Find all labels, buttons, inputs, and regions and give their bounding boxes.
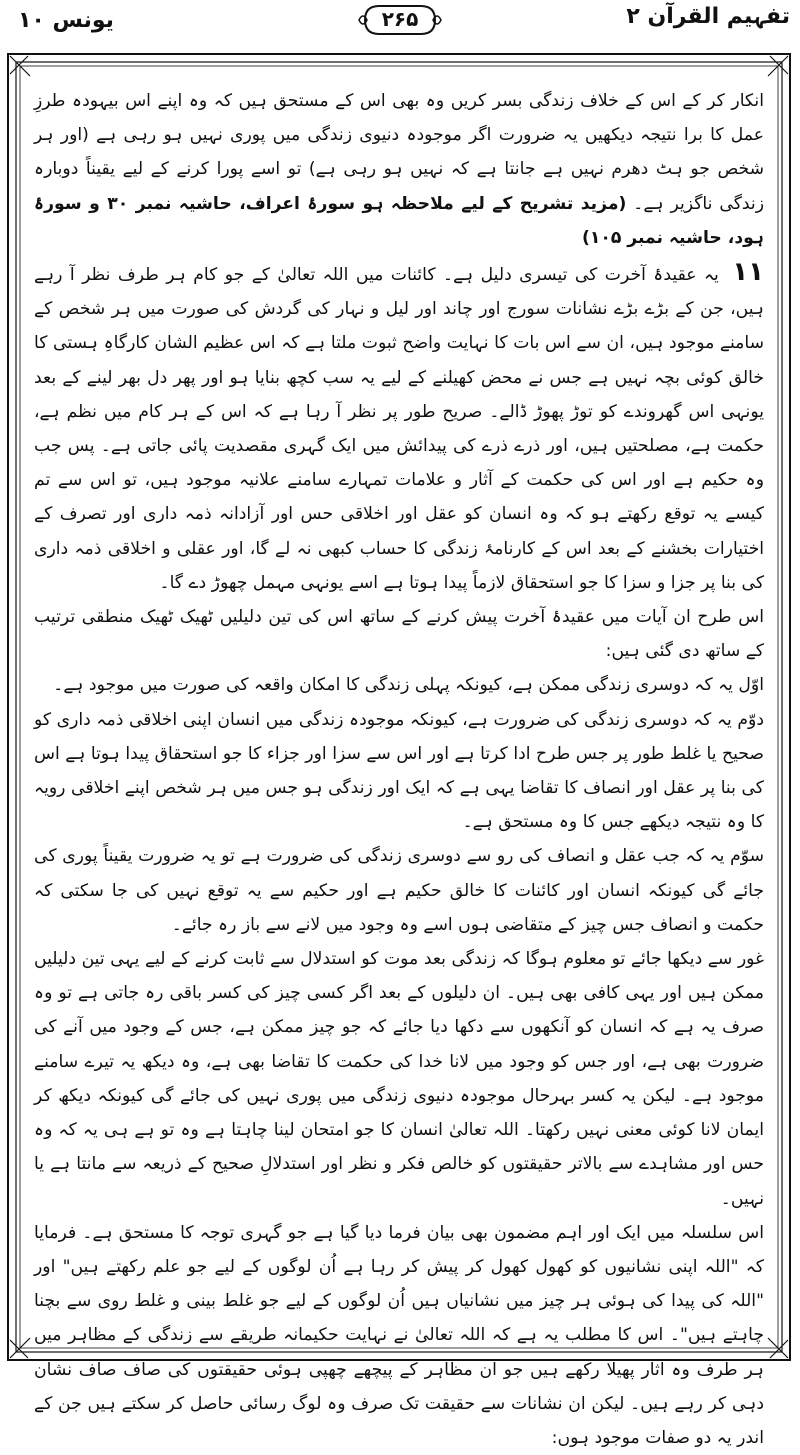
commentary-text [34,84,764,1448]
argument-second: دوّم یہ کہ دوسری زندگی کی ضرورت ہے، کیونکہ موجودہ زندگی میں انسان اپنی اخلاقی ذمہ داری کو صحیح یا غلط طور پر جس طرح ادا کرتا ہے اور اس سے سزا اور جزاء کا جو استحقاق پیدا ہوتا ہے اس کی بنا پر عقل اور انصاف کا تقاضا یہی ہے کہ ایک اور زندگی ہو جس میں ہر شخص اپنے اخلاقی رویہ کا وہ نتیجہ دیکھے جس کا وہ مستحق ہے۔ [34,709,764,833]
footnote-number: ۱۱ [732,257,764,288]
argument-third: سوّم یہ کہ جب عقل و انصاف کی رو سے دوسری زندگی کی ضرورت ہے تو یہ ضرورت یقیناً پوری کی جائے گی کیونکہ انسان اور کائنات کا خالق حکیم ہے اور حکیم سے یہ توقع نہیں کی جا سکتی کہ حکمت و انصاف جس چیز کے متقاضی ہوں اسے وہ وجود میں لانے سے باز رہ جائے۔ [34,846,764,935]
paragraph-1 [34,84,764,255]
paragraph-signs: اس سلسلہ میں ایک اور اہم مضمون بھی بیان فرما دیا گیا ہے جو گہری توجہ کا مستحق ہے۔ فرمایا کہ "اللہ اپنی نشانیوں کو کھول کھول کر پیش کر رہا ہے اُن لوگوں کے لیے جو علم رکھتے ہیں" اور "اللہ کی پیدا کی ہوئی ہر چیز میں نشانیاں ہیں اُن لوگوں کے لیے جو غلط بینی و غلط روی سے بچنا چاہتے ہیں"۔ اس کا مطلب یہ ہے کہ اللہ تعالیٰ نے نہایت حکیمانہ طریقے سے زندگی کے مظاہر میں ہر طرف وہ آثار پھیلا رکھے ہیں جو ان مظاہر کے پیچھے چھپی ہوئی حقیقتوں کی صاف صاف نشان دہی کر رہے ہیں۔ لیکن ان نشانات سے حقیقت تک صرف وہ لوگ رسائی حاصل کر سکتے ہیں جن کے اندر یہ دو صفات موجود ہوں: [34,1222,764,1448]
paragraph-intro-arguments: اس طرح ان آیات میں عقیدۂ آخرت پیش کرنے کے ساتھ اس کی تین دلیلیں ٹھیک ٹھیک منطقی ترتیب کے ساتھ دی گئی ہیں: [34,607,764,662]
paragraph-1-text: انکار کر کے اس کے خلاف زندگی بسر کریں وہ بھی اس کے مستحق ہیں کہ وہ اپنے اس بیہودہ طرزِ عمل کا برا نتیجہ دیکھیں یہ ضرورت اگر موجودہ دنیوی زندگی میں پوری نہیں ہو رہی ہے (اور ہر شخص جو ہٹ دھرم نہیں ہے جانتا ہے کہ نہیں ہو رہی ہے) تو اسے پورا کرنے کے لیے یقیناً دوبارہ زندگی ناگزیر ہے۔ [34,91,764,214]
argument-first: اوّل یہ کہ دوسری زندگی ممکن ہے، کیونکہ پہلی زندگی کا امکان واقعہ کی صورت میں موجود ہے۔ [53,675,764,696]
cross-reference: (مزید تشریح کے لیے ملاحظہ ہو سورۂ اعراف، حاشیہ نمبر ۳۰ و سورۂ ہود، حاشیہ نمبر ۱۰۵) [34,193,764,248]
footnote-11-text: یہ عقیدۂ آخرت کی تیسری دلیل ہے۔ کائنات میں اللہ تعالیٰ کے جو کام ہر طرف نظر آ رہے ہیں، جن کے بڑے بڑے نشانات سورج اور چاند اور لیل و نہار کی گردش کی صورت میں ہر شخص کے سامنے موجود ہیں، ان سے اس بات کا نہایت واضح ثبوت ملتا ہے کہ اس عظیم الشان کارگاہِ ہستی کا خالق کوئی بچہ نہیں ہے جس نے محض کھیلنے کے لیے یہ سب کچھ بنایا ہو اور پھر دل بھر لینے کے بعد یونہی اس گھروندے کو توڑ پھوڑ ڈالے۔ صریح طور پر نظر آ رہا ہے کہ اس کے ہر کام میں نظم ہے، حکمت ہے، مصلحتیں ہیں، اور ذرے ذرے کی پیدائش میں ایک گہری مقصدیت پائی جاتی ہے۔ پس جب وہ حکیم ہے اور اس کی حکمت کے آثار و علامات تمہارے سامنے علانیہ موجود ہیں، تو اس سے تم کیسے یہ توقع رکھتے ہو کہ وہ انسان کو عقل اور اخلاقی حس اور آزادانہ ذمہ داری اور تصرف کے اختیارات بخشنے کے بعد اس کے کارنامۂ زندگی کا حساب کبھی نہ لے گا، اور عقلی و اخلاقی ذمہ داری کی بنا پر جزا و سزا کا جو استحقاق لازماً پیدا ہوتا ہے اسے یونہی مہمل چھوڑ دے گا۔ [34,265,764,593]
page-header [0,0,800,52]
page-number: ۲۶۵ [381,7,419,31]
page-number-cartouche [355,2,445,38]
surah-label: یونس ۱۰ [18,8,114,33]
book-title: تفہیم القرآن ۲ [626,4,790,29]
paragraph-reflection: غور سے دیکھا جائے تو معلوم ہوگا کہ زندگی بعد موت کو استدلال سے ثابت کرنے کے لیے یہی تین دلیلیں ممکن ہیں اور یہی کافی بھی ہیں۔ ان دلیلوں کے بعد اگر کسی چیز کی کسر باقی رہ جاتی ہے تو وہ صرف یہ ہے کہ انسان کو آنکھوں سے دکھا دیا جائے کہ جو چیز ممکن ہے، جس کے وجود میں آنے کی ضرورت بھی ہے، اور جس کو وجود میں لانا خدا کی حکمت کا تقاضا بھی ہے، وہ دیکھ یہ تیرے سامنے موجود ہے۔ لیکن یہ کسر بہرحال موجودہ دنیوی زندگی میں پوری نہیں کی جائے گی کیونکہ دیکھ کر ایمان لانا کوئی معنی نہیں رکھتا۔ اللہ تعالیٰ انسان کا جو امتحان لینا چاہتا ہے وہ تو ہے ہی یہ کہ وہ حس اور مشاہدے سے بالاتر حقیقتوں کو خالص فکر و نظر اور استدلالِ صحیح کے ذریعہ سے مانتا ہے یا نہیں۔ [34,949,764,1209]
footnote-11 [34,255,764,600]
